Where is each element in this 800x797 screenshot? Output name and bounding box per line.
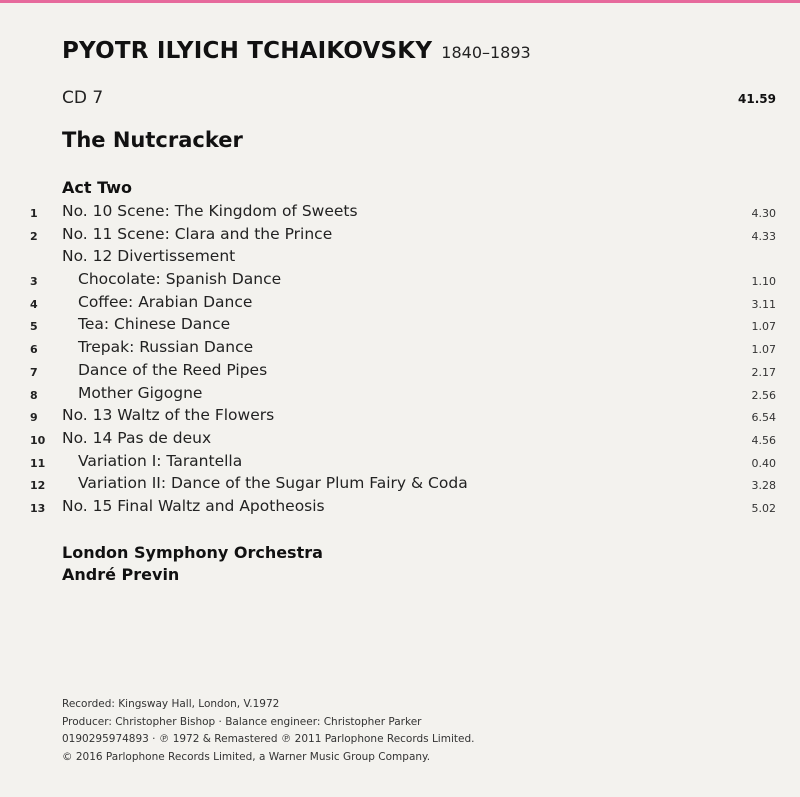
track-title: No. 13 Waltz of the Flowers (62, 406, 275, 425)
track-row (0, 246, 800, 269)
track-row (0, 269, 800, 292)
track-duration: 2.17 (751, 365, 776, 379)
track-row (0, 360, 800, 383)
track-duration: 3.11 (751, 297, 776, 311)
track-row (0, 496, 800, 519)
track-duration: 2.56 (751, 388, 776, 402)
track-row (0, 292, 800, 315)
track-number: 13 (30, 501, 46, 515)
credit-line-recorded: Recorded: Kingsway Hall, London, V.1972 (62, 698, 280, 710)
conductor-name: André Previn (62, 565, 180, 584)
track-number: 9 (30, 411, 38, 425)
track-row (0, 201, 800, 224)
track-title: No. 10 Scene: The Kingdom of Sweets (62, 202, 358, 220)
track-row (0, 224, 800, 247)
track-title: Coffee: Arabian Dance (78, 292, 253, 311)
track-title: Trepak: Russian Dance (78, 338, 254, 357)
track-number: 5 (30, 320, 38, 334)
track-duration: 4.30 (751, 207, 776, 220)
track-number: 4 (30, 297, 38, 311)
track-title: No. 15 Final Waltz and Apotheosis (62, 496, 325, 515)
performers (62, 542, 323, 586)
track-duration: 4.56 (751, 433, 776, 447)
track-row (0, 383, 800, 406)
track-title: Dance of the Reed Pipes (78, 360, 268, 379)
top-accent-line (0, 0, 800, 3)
track-row (0, 428, 800, 451)
track-duration: 1.07 (751, 320, 776, 334)
track-title: Variation I: Tarantella (78, 451, 243, 470)
track-number: 8 (30, 388, 38, 402)
work-title: The Nutcracker (62, 128, 243, 152)
track-number: 7 (30, 365, 38, 379)
track-duration: 4.33 (751, 229, 776, 243)
track-title: Tea: Chinese Dance (78, 315, 231, 334)
track-title: Variation II: Dance of the Sugar Plum Fairy & Coda (78, 474, 468, 493)
track-number: 12 (30, 479, 46, 493)
act-heading: Act Two (62, 178, 133, 197)
track-number: 1 (30, 207, 38, 220)
track-row (0, 451, 800, 474)
track-duration: 3.28 (751, 479, 776, 493)
track-duration: 1.10 (751, 275, 776, 289)
track-number: 10 (30, 433, 46, 447)
credit-line-copyright: © 2016 Parlophone Records Limited, a Warner Music Group Company. (62, 750, 431, 763)
track-number: 11 (30, 456, 46, 470)
composer-heading (62, 38, 531, 64)
track-row (0, 337, 800, 360)
track-title: Mother Gigogne (78, 383, 203, 402)
track-title: No. 14 Pas de deux (62, 428, 212, 447)
track-duration: 0.40 (751, 456, 776, 470)
track-list (0, 201, 800, 519)
track-duration: 6.54 (751, 411, 776, 425)
track-row (0, 473, 800, 496)
orchestra-name: London Symphony Orchestra (62, 543, 323, 562)
track-row (0, 314, 800, 337)
composer-dates: 1840–1893 (441, 43, 531, 62)
disc-total-time: 41.59 (738, 92, 776, 106)
disc-label: CD 7 (62, 88, 104, 108)
track-row (0, 405, 800, 428)
track-number: 6 (30, 343, 38, 357)
track-number: 2 (30, 229, 38, 243)
credit-line-producer: Producer: Christopher Bishop · Balance engineer: Christopher Parker (62, 715, 422, 728)
track-title: Chocolate: Spanish Dance (78, 270, 282, 289)
track-duration: 1.07 (751, 343, 776, 357)
composer-name: PYOTR ILYICH TCHAIKOVSKY (62, 38, 433, 64)
credit-line-catalogue: 0190295974893 · ℗ 1972 & Remastered ℗ 2011 Parlophone Records Limited. (62, 733, 475, 745)
recording-credits (62, 696, 474, 766)
track-duration: 5.02 (751, 501, 776, 515)
track-title: No. 12 Divertissement (62, 247, 236, 266)
track-number: 3 (30, 275, 38, 289)
track-title: No. 11 Scene: Clara and the Prince (62, 224, 333, 243)
